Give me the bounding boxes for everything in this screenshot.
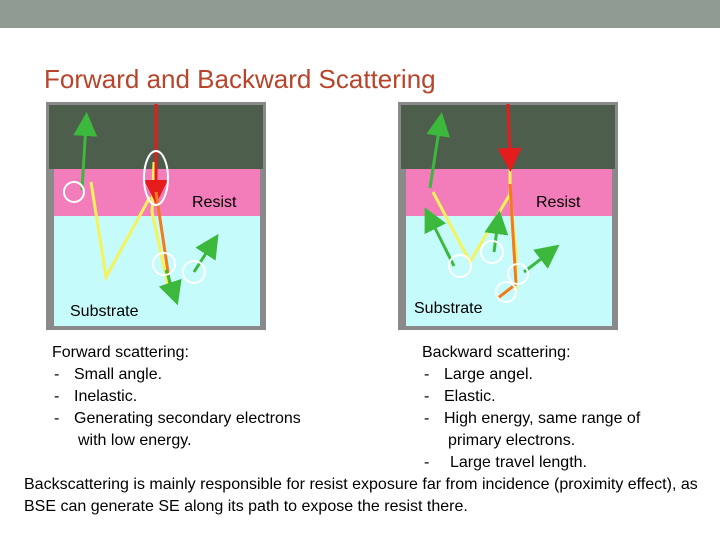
forward-scattering-diagram — [46, 102, 266, 330]
backward-scattering-svg — [398, 102, 618, 330]
forward-scattering-list — [52, 342, 301, 452]
backward-scattering-diagram — [398, 102, 618, 330]
forward-scattering-svg — [46, 102, 266, 330]
resist-label: Resist — [192, 194, 237, 211]
incident-beam — [508, 104, 510, 160]
top-bar — [0, 0, 720, 28]
page-title: Forward and Backward Scattering — [44, 64, 436, 94]
backward-item: - High energy, same range of — [424, 410, 641, 427]
backward-scattering-list — [422, 342, 640, 474]
forward-item-continuation: with low energy. — [78, 432, 192, 449]
backward-item: - Large angel. — [424, 366, 533, 383]
backward-item: - Elastic. — [424, 388, 496, 405]
footer-text: Backscattering is mainly responsible for resist exposure far from incidence (proximity effect), as BSE can generate SE along its path to expose the resist there. — [24, 476, 698, 515]
substrate-label: Substrate — [70, 303, 139, 320]
backward-heading: Backward scattering: — [422, 344, 571, 361]
forward-item: - Small angle. — [54, 366, 163, 383]
resist-label: Resist — [536, 194, 581, 211]
backward-item-continuation: primary electrons. — [448, 432, 576, 449]
forward-item: - Generating secondary electrons — [54, 410, 301, 427]
forward-heading: Forward scattering: — [52, 344, 189, 361]
backward-item: - Large travel length. — [424, 454, 587, 471]
substrate-label: Substrate — [414, 300, 483, 317]
forward-item: - Inelastic. — [54, 388, 138, 405]
